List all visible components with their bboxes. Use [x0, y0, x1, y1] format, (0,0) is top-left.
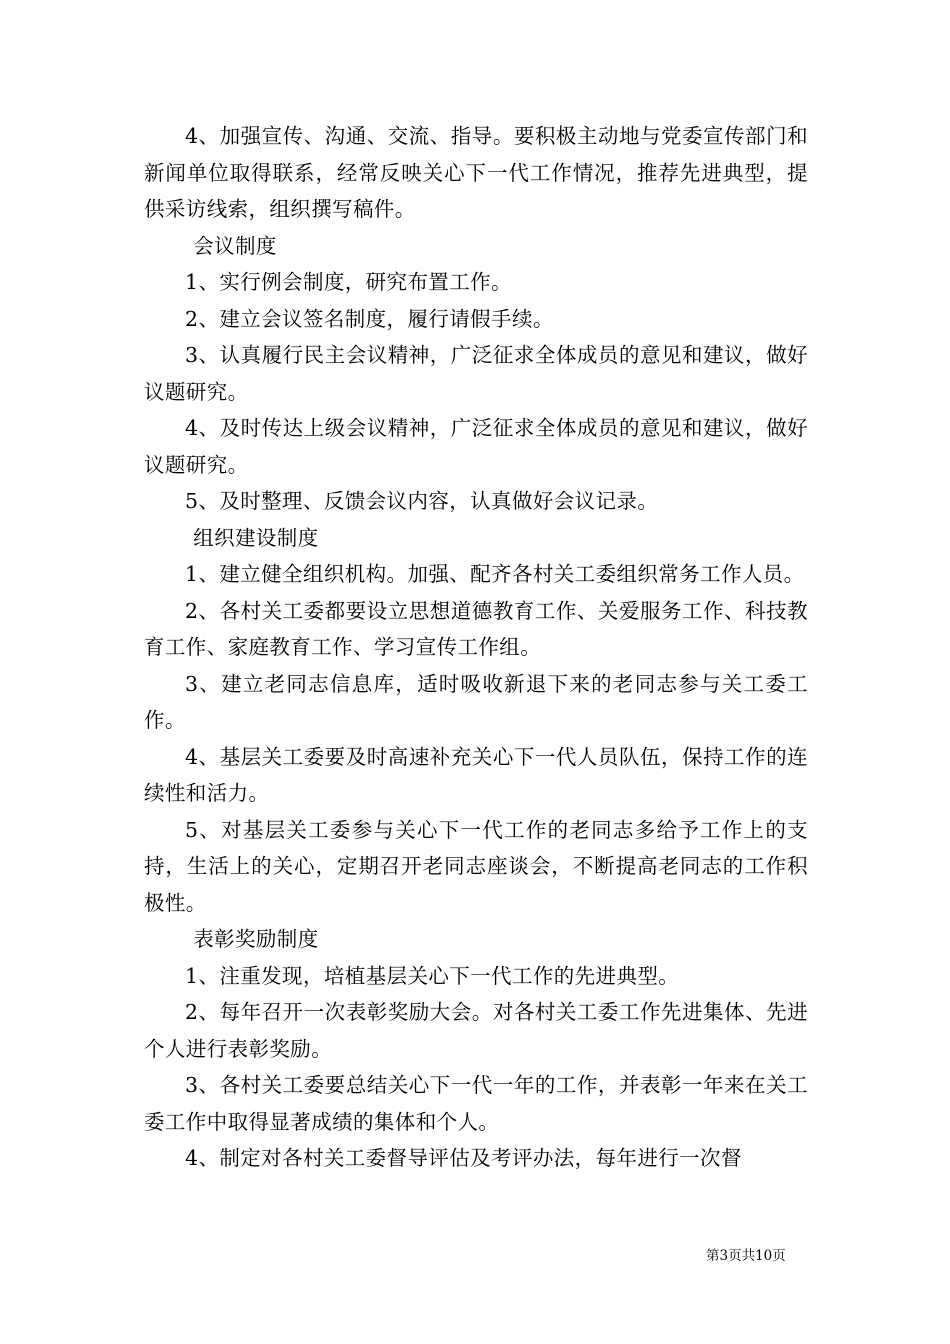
section-heading-organization-system: 组织建设制度: [193, 525, 319, 550]
meeting-rule-2: 2、建立会议签名制度，履行请假手续。: [185, 306, 554, 331]
document-body: [144, 118, 808, 1177]
organization-rule-1: 1、建立健全组织机构。加强、配齐各村关工委组织常务工作人员。: [185, 562, 805, 586]
award-rule-1: 1、注重发现，培植基层关心下一代工作的先进典型。: [185, 963, 680, 988]
organization-rule-5: 5、对基层关工委参与关心下一代工作的老同志多给予工作上的支持，生活上的关心，定期召开老同志座谈会，不断提高老同志的工作积极性。: [144, 817, 808, 915]
organization-rule-2: 2、各村关工委都要设立思想道德教育工作、关爱服务工作、科技教育工作、家庭教育工作、学习宣传工作组。: [144, 598, 808, 659]
section-heading-award-system: 表彰奖励制度: [193, 927, 319, 951]
award-rule-3: 3、各村关工委要总结关心下一代一年的工作，并表彰一年来在关工委工作中取得显著成绩的集体和个人。: [144, 1073, 808, 1134]
page-number: 第3页共10页: [706, 1248, 786, 1264]
award-rule-4: 4、制定对各村关工委督导评估及考评办法，每年进行一次督: [185, 1146, 742, 1170]
meeting-rule-3: 3、认真履行民主会议精神，广泛征求全体成员的意见和建议，做好议题研究。: [144, 343, 808, 404]
award-rule-2: 2、每年召开一次表彰奖励大会。对各村关工委工作先进集体、先进个人进行表彰奖励。: [144, 1000, 808, 1061]
organization-rule-3: 3、建立老同志信息库，适时吸收新退下来的老同志参与关工委工作。: [144, 671, 808, 732]
section-heading-meeting-system: 会议制度: [193, 233, 277, 258]
meeting-rule-1: 1、实行例会制度，研究布置工作。: [185, 270, 512, 294]
organization-rule-4: 4、基层关工委要及时高速补充关心下一代人员队伍，保持工作的连续性和活力。: [144, 744, 808, 805]
paragraph-publicity: 4、加强宣传、沟通、交流、指导。要积极主动地与党委宣传部门和新闻单位取得联系，经常反映关心下一代工作情况，推荐先进典型，提供采访线索，组织撰写稿件。: [144, 124, 808, 221]
meeting-rule-5: 5、及时整理、反馈会议内容，认真做好会议记录。: [185, 489, 659, 513]
meeting-rule-4: 4、及时传达上级会议精神，广泛征求全体成员的意见和建议，做好议题研究。: [144, 416, 808, 477]
